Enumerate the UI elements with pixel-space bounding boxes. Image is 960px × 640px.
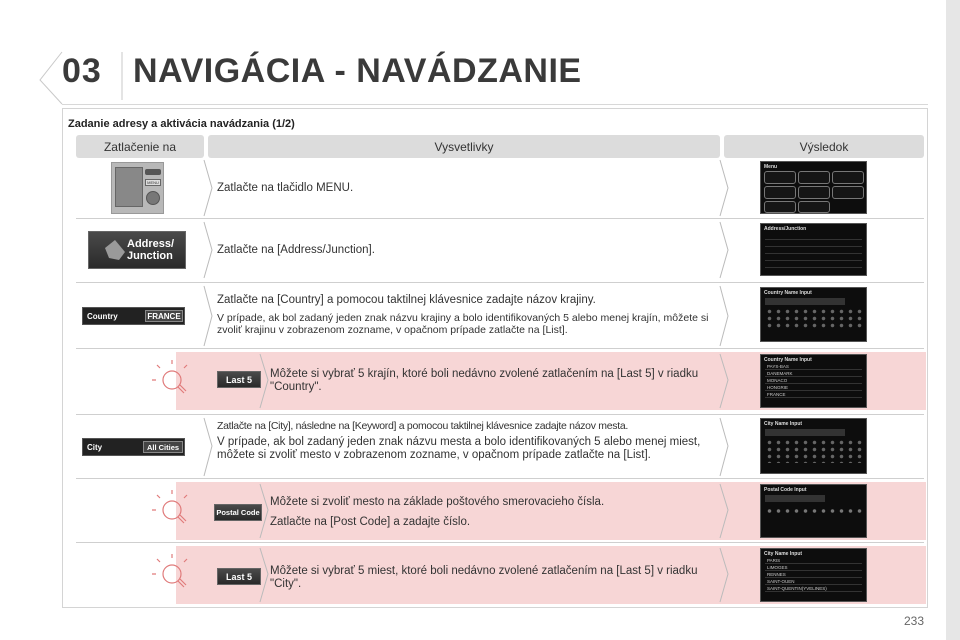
column-header-press: Zatlačenie na xyxy=(76,135,204,158)
page-number: 233 xyxy=(903,614,924,628)
row-7-text: Môžete si vybrať 5 miest, ktoré boli nedávno zvolené zatlačením na [Last 5] v riadku "City". xyxy=(270,565,698,590)
row-3-text: Zatlačte na [Country] a pomocou taktilnej klávesnice zadajte názov krajiny. xyxy=(217,294,596,306)
section-title: Zadanie adresy a aktivácia navádzania (1/2) xyxy=(68,118,295,130)
menu-button-image: MENU xyxy=(111,162,164,214)
postal-code-button-image: Postal Code xyxy=(214,504,262,521)
row-6-text: Môžete si zvoliť mesto na základe poštového smerovacieho čísla. xyxy=(270,496,605,508)
tip-bulb-icon xyxy=(150,488,190,532)
row-2-text: Zatlačte na [Address/Junction]. xyxy=(217,244,375,256)
row-5-text: Zatlačte na [City], následne na [Keyword] a pomocou taktilnej klávesnice zadajte názov mesta. xyxy=(217,420,629,432)
city-button-image: City All Cities xyxy=(82,438,185,456)
result-screen-city-list: City Name Input PARIS LIMOGES RENNES SAINT-OUEN SAINT-QUENTIN(YVELINES) xyxy=(760,548,867,602)
row-1-text: Zatlačte na tlačidlo MENU. xyxy=(217,182,354,194)
country-button-image: Country FRANCE xyxy=(82,307,185,325)
row-5-note: V prípade, ak bol zadaný jeden znak názvu mesta a bolo identifikovaných 5 alebo menej miest, môžete si zvoliť mesto v zobrazenom zozname, v opačnom prípade zatlačte na [List]. xyxy=(217,436,701,461)
row-3-note: V prípade, ak bol zadaný jeden znak názvu krajiny a bolo identifikovaných 5 alebo menej krajín, môžete si zvoliť krajinu v zobrazenom zozname, v opačnom prípade zatlačte na [List]. xyxy=(217,312,709,336)
result-screen-postal-code: Postal Code Input xyxy=(760,484,867,538)
result-screen-country-input: Country Name Input xyxy=(760,287,867,342)
result-screen-address: Address/Junction xyxy=(760,223,867,276)
row-6-note: Zatlačte na [Post Code] a zadajte číslo. xyxy=(270,516,471,528)
result-screen-city-input: City Name Input xyxy=(760,418,867,474)
address-junction-button-image: Address/ Junction xyxy=(88,231,186,269)
column-header-result: Výsledok xyxy=(724,135,924,158)
column-header-explanations: Vysvetlivky xyxy=(208,135,720,158)
result-screen-menu: Menu xyxy=(760,161,867,214)
chapter-title: NAVIGÁCIA - NAVÁDZANIE xyxy=(133,52,582,90)
row-4-text: Môžete si vybrať 5 krajín, ktoré boli nedávno zvolené zatlačením na [Last 5] v riadku "Country". xyxy=(270,368,699,393)
last5-button-image: Last 5 xyxy=(217,568,261,585)
last5-button-image: Last 5 xyxy=(217,371,261,388)
chapter-number: 03 xyxy=(62,52,102,90)
tip-bulb-icon xyxy=(150,552,190,596)
tip-bulb-icon xyxy=(150,358,190,402)
result-screen-country-list: Country Name Input PAYS-BAS DANEMARK MONACO HONGRIE FRANCE xyxy=(760,354,867,408)
